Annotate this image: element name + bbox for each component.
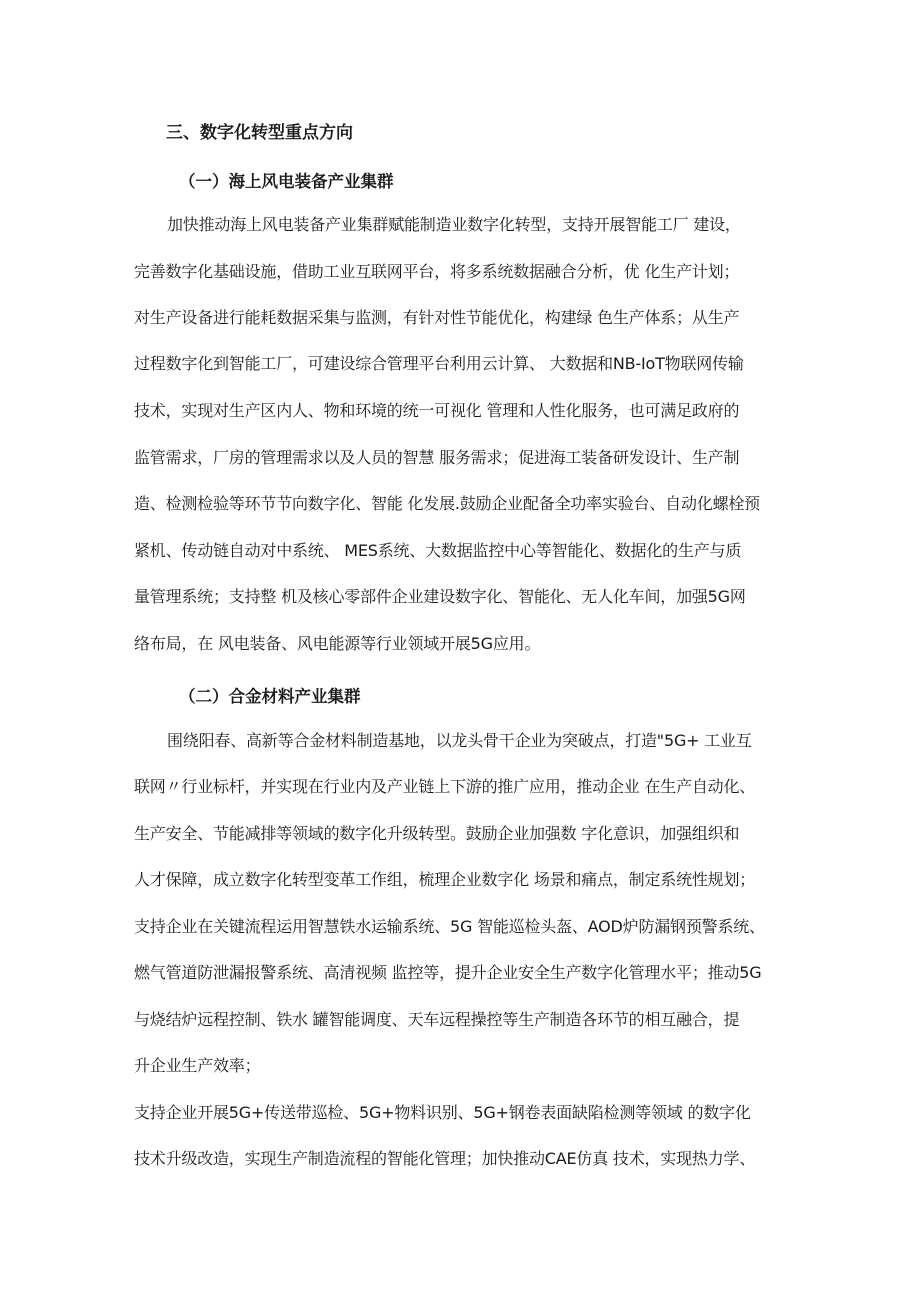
paragraph-line: 络布局，在 风电装备、风电能源等行业领域开展5G应用。 bbox=[134, 634, 541, 653]
section-heading: 三、数字化转型重点方向 bbox=[166, 123, 353, 143]
paragraph-line: 围绕阳春、高新等合金材料制造基地，以龙头骨干企业为突破点，打造"5G+ 工业互 bbox=[167, 731, 752, 750]
paragraph-line: 对生产设备进行能耗数据采集与监测，有针对性节能优化，构建绿 色生产体系；从生产 bbox=[134, 308, 740, 327]
paragraph-line: 过程数字化到智能工厂，可建设综合管理平台利用云计算、 大数据和NB-IoT物联网传输 bbox=[134, 354, 744, 373]
paragraph-line: 完善数字化基础设施，借助工业互联网平台，将多系统数据融合分析，优 化生产计划； bbox=[134, 262, 740, 281]
paragraph-line: 生产安全、节能减排等领域的数字化升级转型。鼓励企业加强数 字化意识，加强组织和 bbox=[134, 824, 740, 843]
paragraph-line: 支持企业在关键流程运用智慧铁水运输系统、5G 智能巡检头盔、AOD炉防漏钢预警系统、 bbox=[134, 917, 765, 936]
paragraph-line: 造、检测检验等环节节向数字化、智能 化发展.鼓励企业配备全功率实验台、自动化螺栓预 bbox=[134, 494, 760, 513]
paragraph-line: 技术，实现对生产区内人、物和环境的统一可视化 管理和人性化服务，也可满足政府的 bbox=[134, 401, 740, 420]
paragraph-line: 联网〃行业标杆，并实现在行业内及产业链上下游的推广应用，推动企业 在生产自动化、 bbox=[134, 777, 756, 796]
paragraph-line: 升企业生产效率； bbox=[134, 1056, 261, 1075]
paragraph-line: 与烧结炉远程控制、铁水 罐智能调度、天车远程操控等生产制造各环节的相互融合，提 bbox=[134, 1010, 740, 1029]
paragraph-line: 监管需求，厂房的管理需求以及人员的智慧 服务需求；促进海工装备研发设计、生产制 bbox=[134, 448, 740, 467]
paragraph-line: 支持企业开展5G+传送带巡检、5G+物料识别、5G+钢卷表面缺陷检测等领域 的数字化 bbox=[134, 1103, 751, 1122]
subsection-heading-2: （二）合金材料产业集群 bbox=[179, 687, 361, 706]
paragraph-line: 紧机、传动链自动对中系统、 MES系统、大数据监控中心等智能化、数据化的生产与质 bbox=[134, 541, 742, 560]
paragraph-line: 人才保障，成立数字化转型变革工作组，梳理企业数字化 场景和痛点，制定系统性规划； bbox=[134, 870, 756, 889]
subsection-heading-1: （一）海上风电装备产业集群 bbox=[179, 172, 394, 191]
paragraph-line: 燃气管道防泄漏报警系统、高清视频 监控等，提升企业安全生产数字化管理水平；推动5G bbox=[134, 963, 762, 982]
paragraph-line: 技术升级改造，实现生产制造流程的智能化管理；加快推动CAE仿真 技术，实现热力学、 bbox=[134, 1149, 756, 1168]
paragraph-line: 加快推动海上风电装备产业集群赋能制造业数字化转型，支持开展智能工厂 建设， bbox=[167, 215, 741, 234]
paragraph-line: 量管理系统；支持整 机及核心零部件企业建设数字化、智能化、无人化车间，加强5G网 bbox=[134, 587, 746, 606]
